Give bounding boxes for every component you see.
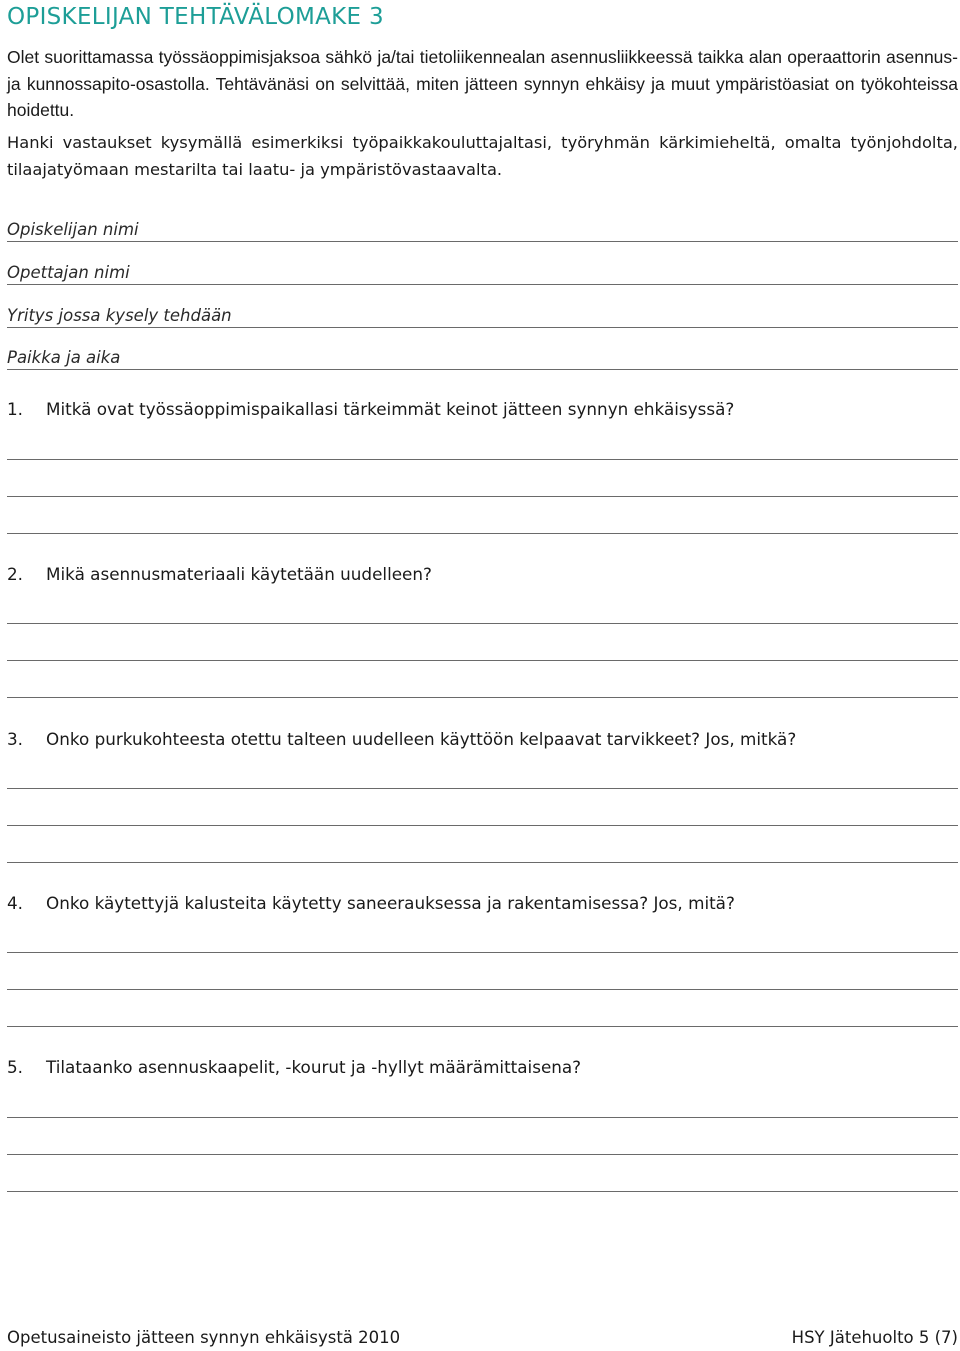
instructions-paragraph: Hanki vastaukset kysymällä esimerkiksi työpaikkakouluttajaltasi, työryhmän kärkimieheltä, omalta työnjohdolta, tilaajatyömaan mestarilta tai laatu- ja ympäristövastaavalta.	[7, 133, 958, 179]
teacher-name-field[interactable]	[7, 254, 958, 285]
question-number: 3.	[7, 729, 24, 749]
question-text: Onko käytettyjä kalusteita käytetty saneerauksessa ja rakentamisessa? Jos, mitä?	[46, 893, 735, 913]
footer-page-number: HSY Jätehuolto 5 (7)	[791, 1328, 958, 1347]
footer-source: Opetusaineisto jätteen synnyn ehkäisystä 2010	[7, 1328, 401, 1347]
answer-line[interactable]	[7, 862, 958, 863]
question-number: 1.	[7, 399, 24, 419]
company-field[interactable]	[7, 297, 958, 328]
answer-line[interactable]	[7, 697, 958, 698]
student-name-field[interactable]	[7, 211, 958, 242]
question-number: 5.	[7, 1057, 24, 1077]
answer-line[interactable]	[7, 788, 958, 789]
field-label: Opettajan nimi	[7, 263, 130, 282]
field-label: Yritys jossa kysely tehdään	[7, 306, 232, 325]
answer-line[interactable]	[7, 989, 958, 990]
question-text: Mikä asennusmateriaali käytetään uudelleen?	[46, 564, 432, 584]
answer-line[interactable]	[7, 1191, 958, 1192]
question-text: Mitkä ovat työssäoppimispaikallasi tärkeimmät keinot jätteen synnyn ehkäisyssä?	[46, 399, 735, 419]
answer-line[interactable]	[7, 825, 958, 826]
page-title: OPISKELIJAN TEHTÄVÄLOMAKE 3	[7, 4, 384, 30]
answer-line[interactable]	[7, 459, 958, 460]
intro-paragraph: Olet suorittamassa työssäoppimisjaksoa sähkö ja/tai tietoliikennealan asennusliikkeessä taikka alan operaattorin asennus- ja kunnossapito-osastolla. Tehtävänäsi on selvittää, miten jätteen synnyn ehkäisy ja muut ympäristöasiat on työkohteissa hoidettu.	[7, 47, 958, 120]
answer-line[interactable]	[7, 623, 958, 624]
question-text: Tilataanko asennuskaapelit, -kourut ja -hyllyt määrämittaisena?	[46, 1057, 582, 1077]
answer-line[interactable]	[7, 1117, 958, 1118]
field-label: Opiskelijan nimi	[7, 220, 139, 239]
worksheet-page	[7, 0, 958, 1351]
answer-line[interactable]	[7, 533, 958, 534]
answer-line[interactable]	[7, 952, 958, 953]
question-number: 4.	[7, 893, 24, 913]
answer-line[interactable]	[7, 660, 958, 661]
question-text: Onko purkukohteesta otettu talteen uudelleen käyttöön kelpaavat tarvikkeet? Jos, mitkä?	[46, 729, 797, 749]
place-and-time-field[interactable]	[7, 339, 958, 370]
question-number: 2.	[7, 564, 24, 584]
answer-line[interactable]	[7, 1026, 958, 1027]
field-label: Paikka ja aika	[7, 348, 121, 367]
answer-line[interactable]	[7, 496, 958, 497]
answer-line[interactable]	[7, 1154, 958, 1155]
